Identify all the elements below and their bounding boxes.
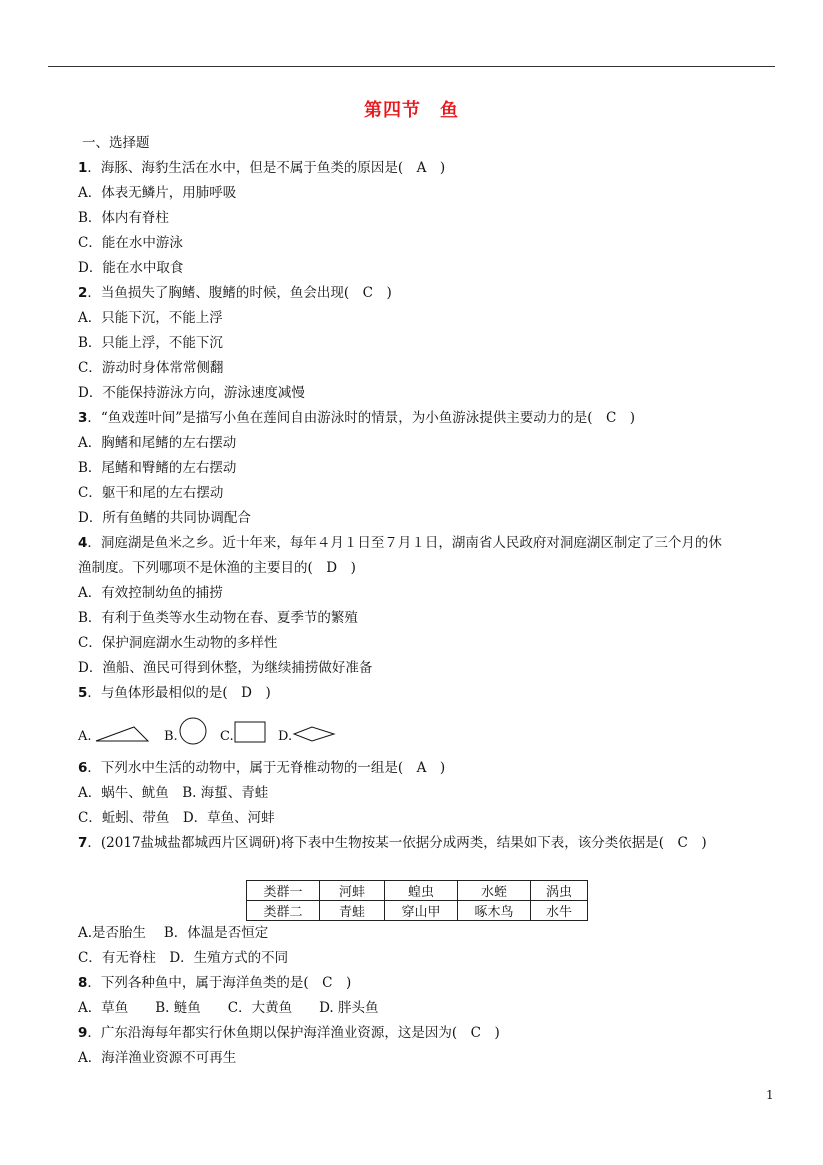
question-8 (78, 973, 351, 993)
question-5 (78, 683, 271, 703)
question-number: 4 (78, 535, 88, 551)
table-cell: 啄木鸟 (458, 901, 531, 921)
question-stem: ．与鱼体形最相似的是( D ) (87, 685, 271, 701)
diamond-shape-icon (292, 725, 336, 743)
table-cell: 水蛭 (458, 881, 531, 901)
option: C．游动时身体常常侧翻 (78, 360, 224, 376)
option: C．有无脊柱 D．生殖方式的不同 (78, 950, 289, 966)
question-number: 7 (78, 835, 88, 851)
option: D．不能保持游泳方向，游泳速度减慢 (78, 385, 305, 401)
question-stem: ．“鱼戏莲叶间”是描写小鱼在莲间自由游泳时的情景，为小鱼游泳提供主要动力的是( C ) (87, 410, 636, 426)
question-number: 9 (78, 1025, 88, 1041)
table-row (247, 901, 588, 921)
question-stem-continued: 渔制度。下列哪项不是休渔的主要目的( D ) (78, 560, 356, 576)
option: D．渔船、渔民可得到休整，为继续捕捞做好准备 (78, 660, 373, 676)
option: A．有效控制幼鱼的捕捞 (78, 585, 223, 601)
question-6 (78, 758, 445, 778)
option: A．草鱼 B. 鲢鱼 C．大黄鱼 D. 胖头鱼 (78, 1000, 379, 1016)
option: C．能在水中游泳 (78, 235, 183, 251)
section-heading: 一、选择题 (82, 135, 150, 151)
option: D．能在水中取食 (78, 260, 184, 276)
question-7 (78, 833, 707, 853)
circle-shape-icon (177, 715, 209, 747)
question-stem: ．(2017盐城盐都城西片区调研)将下表中生物按某一依据分成两类，结果如下表，该分类依据是( C ) (87, 835, 707, 851)
table-cell: 类群一 (247, 881, 320, 901)
option: B．尾鳍和臀鳍的左右摆动 (78, 460, 237, 476)
table-row (247, 881, 588, 901)
option: A．体表无鳞片，用肺呼吸 (78, 185, 237, 201)
question-9 (78, 1023, 500, 1043)
table-cell: 河蚌 (320, 881, 385, 901)
question-stem: ．下列水中生活的动物中，属于无脊椎动物的一组是( A ) (87, 760, 446, 776)
table-cell: 类群二 (247, 901, 320, 921)
shape-label-a: A. (78, 729, 92, 744)
shape-label-b: B. (164, 729, 178, 744)
option: C．保护洞庭湖水生动物的多样性 (78, 635, 278, 651)
option: C．躯干和尾的左右摆动 (78, 485, 224, 501)
option: B．只能上浮，不能下沉 (78, 335, 223, 351)
option: B．体内有脊柱 (78, 210, 169, 226)
option: A．只能下沉，不能上浮 (78, 310, 223, 326)
question-number: 8 (78, 975, 88, 991)
option: A．海洋渔业资源不可再生 (78, 1050, 237, 1066)
option: A.是否胎生 B．体温是否恒定 (78, 925, 269, 941)
option: C．蚯蚓、带鱼 D．草鱼、河蚌 (78, 810, 275, 826)
question-number: 5 (78, 685, 88, 701)
question-stem: ．当鱼损失了胸鳍、腹鳍的时候，鱼会出现( C ) (87, 285, 392, 301)
option: A．胸鳍和尾鳍的左右摆动 (78, 435, 237, 451)
table-cell: 涡虫 (531, 881, 588, 901)
question-number: 3 (78, 410, 88, 426)
question-number: 1 (78, 160, 88, 176)
question-number: 6 (78, 760, 88, 776)
rectangle-shape-icon (233, 720, 267, 744)
shape-options (78, 715, 478, 751)
classification-table (246, 880, 588, 921)
question-stem: ．海豚、海豹生活在水中，但是不属于鱼类的原因是( A ) (87, 160, 446, 176)
table-cell: 青蛙 (320, 901, 385, 921)
question-stem: ．下列各种鱼中，属于海洋鱼类的是( C ) (87, 975, 352, 991)
table-cell: 水牛 (531, 901, 588, 921)
page-title: 第四节 鱼 (364, 100, 459, 121)
table-cell: 穿山甲 (385, 901, 458, 921)
question-4 (78, 533, 722, 553)
option: A．蜗牛、鱿鱼 B. 海蜇、青蛙 (78, 785, 269, 801)
table-cell: 蝗虫 (385, 881, 458, 901)
question-number: 2 (78, 285, 88, 301)
triangle-shape-icon (94, 725, 150, 743)
question-stem: ．广东沿海每年都实行休鱼期以保护海洋渔业资源，这是因为( C ) (87, 1025, 500, 1041)
shape-label-d: D. (278, 729, 293, 744)
question-2 (78, 283, 392, 303)
question-1 (78, 158, 445, 178)
question-3 (78, 408, 635, 428)
option: B．有利于鱼类等水生动物在春、夏季节的繁殖 (78, 610, 358, 626)
page-number: 1 (766, 1088, 774, 1102)
shape-label-c: C. (220, 729, 234, 744)
option: D．所有鱼鳍的共同协调配合 (78, 510, 251, 526)
question-stem: ．洞庭湖是鱼米之乡。近十年来，每年４月１日至７月１日，湖南省人民政府对洞庭湖区制定了三个月的休 (87, 535, 722, 551)
header-rule (48, 66, 775, 67)
